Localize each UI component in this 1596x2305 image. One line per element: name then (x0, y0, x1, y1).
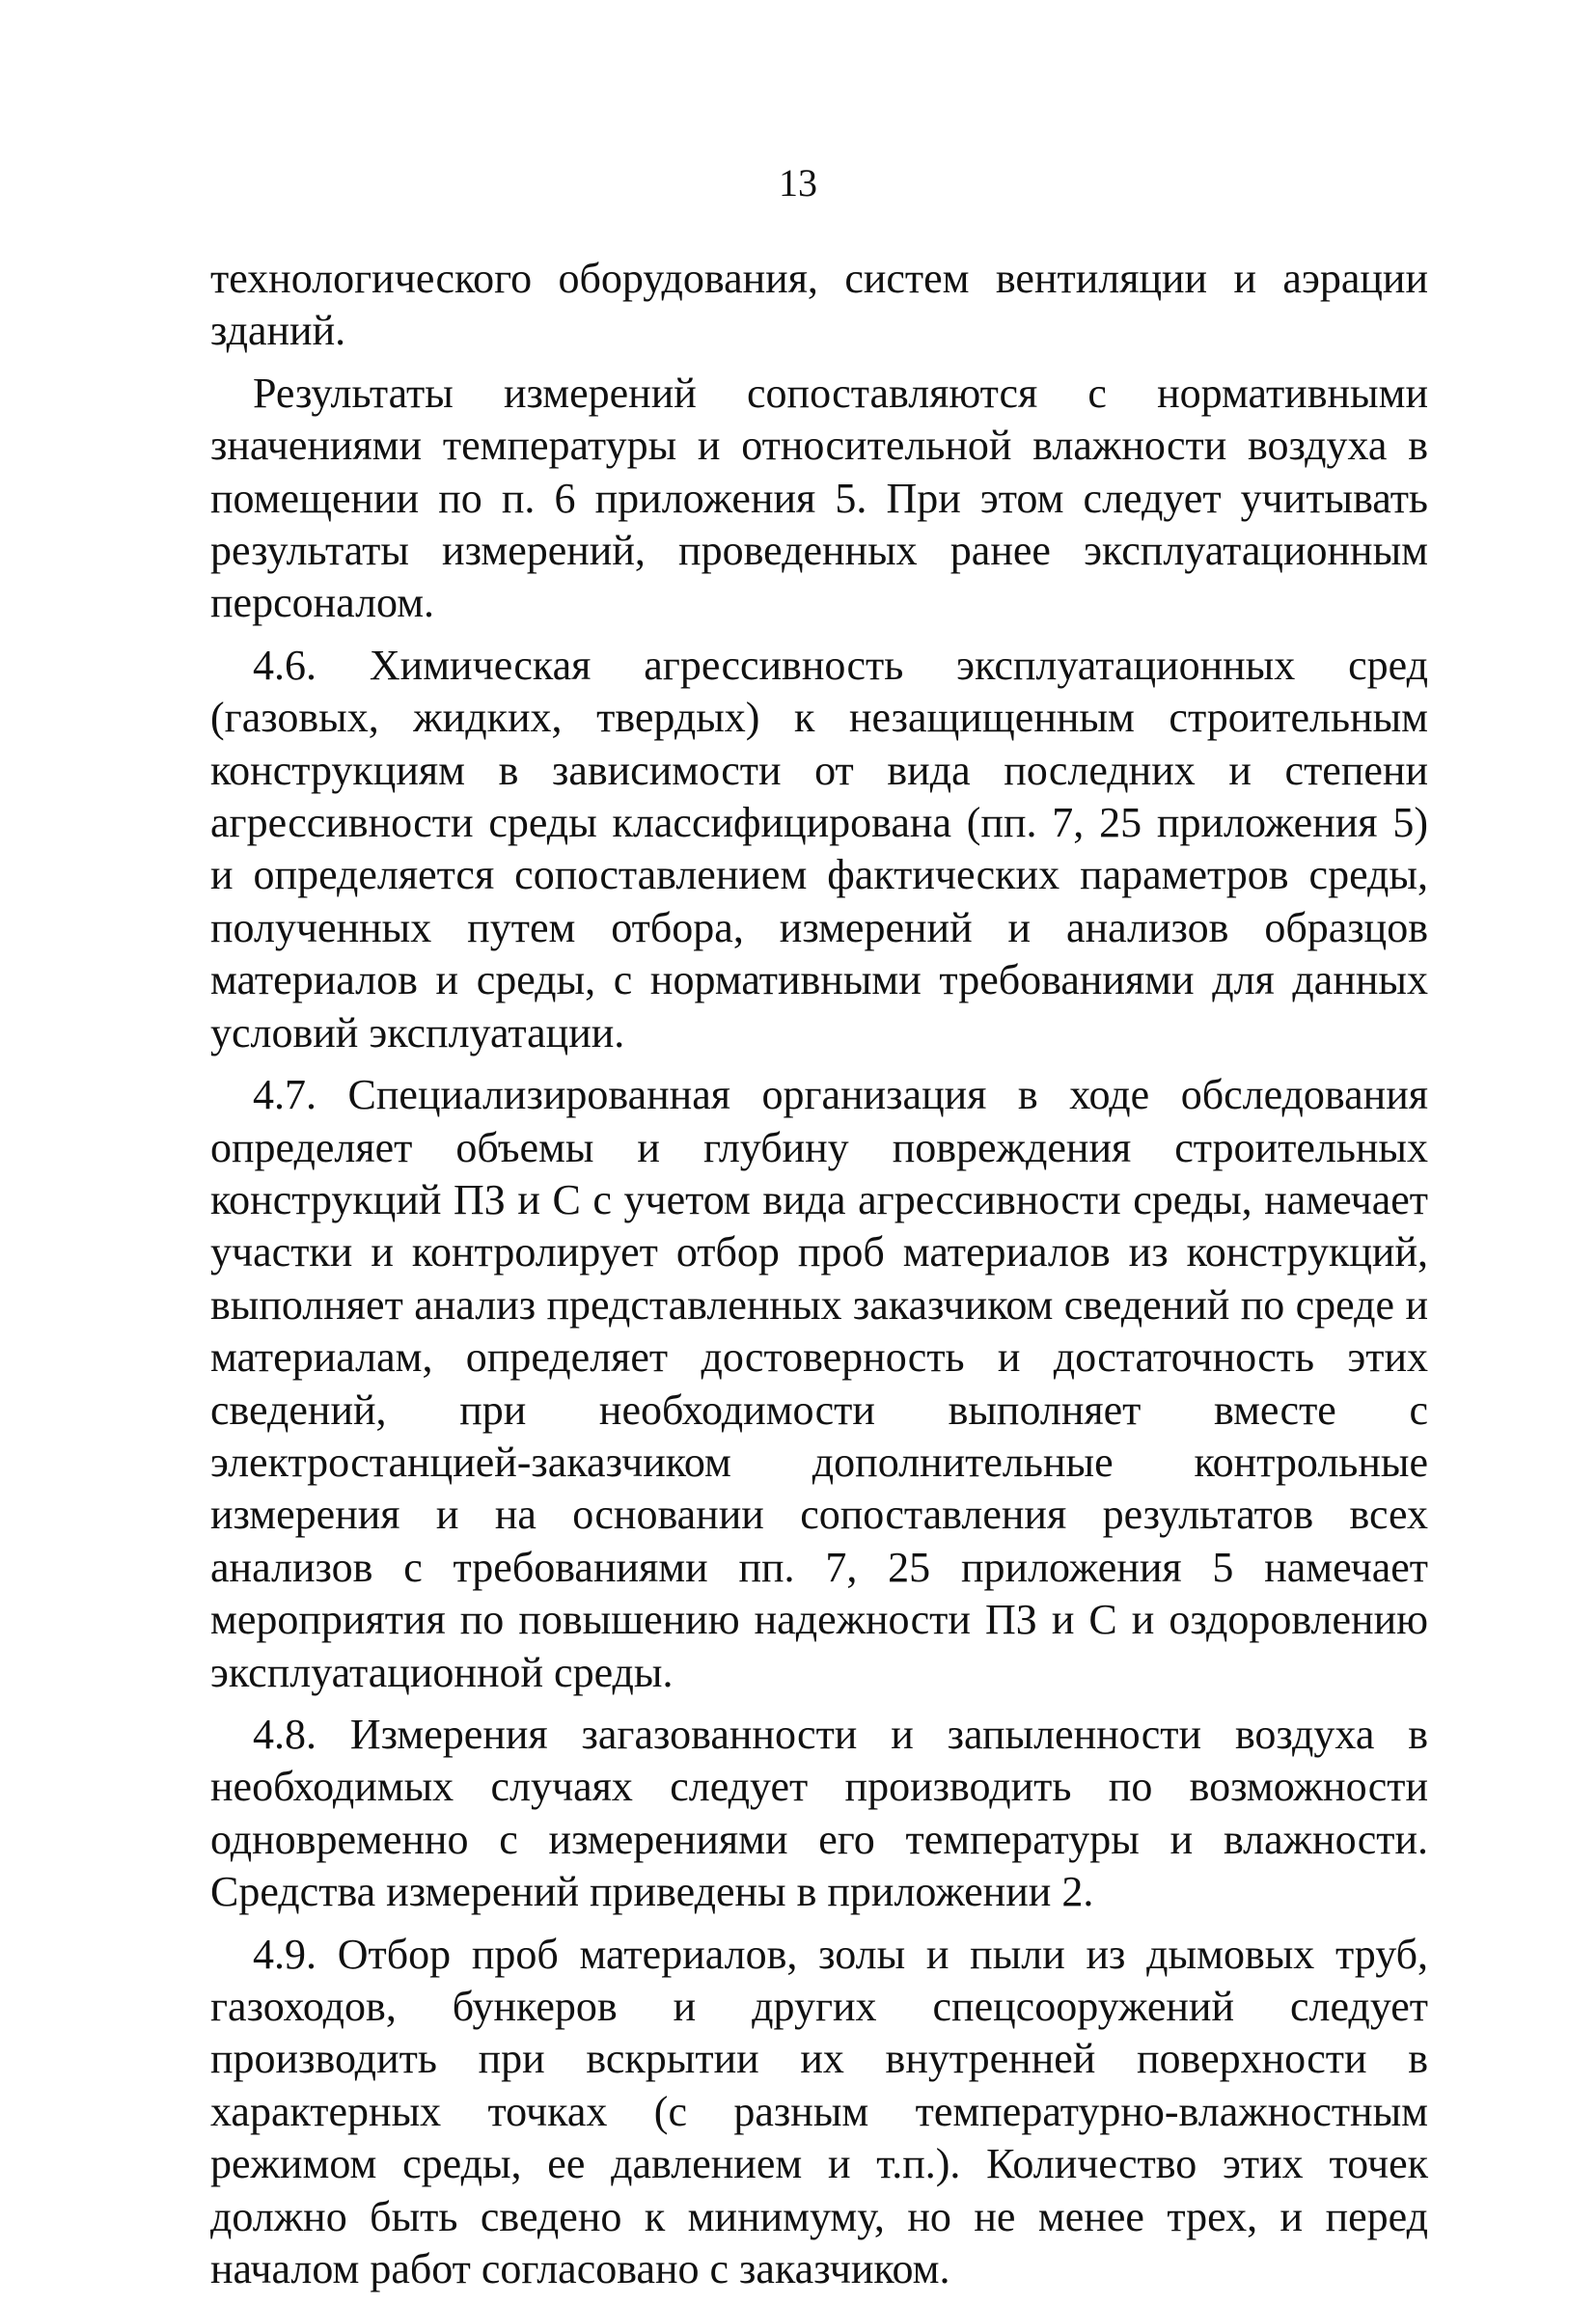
paragraph-4-9: 4.9. Отбор проб материалов, золы и пыли из дымовых труб, газоходов, бункеров и других спецсооружений следует производить при вскрытии их внутренней поверхности в характерных точках (с разным температурно-влажностным режимом среды, ее давлением и т.п.). Количество этих точек должно быть сведено к минимуму, но не менее трех, и перед началом работ согласовано с заказчиком. (210, 1930, 1428, 2293)
body-text (210, 253, 1428, 2305)
paragraph-continuation: технологического оборудования, систем вентиляции и аэрации зданий. (210, 255, 1428, 355)
paragraph-4-8: 4.8. Измерения загазованности и запыленности воздуха в необходимых случаях следует производить по возможности одновременно с измерениями его температуры и влажности. Средства измерений приведены в приложении 2. (210, 1710, 1428, 1916)
page-number: 13 (779, 161, 817, 205)
paragraph-4-7: 4.7. Специализированная организация в ходе обследования определяет объемы и глубину повреждения строительных конструкций ПЗ и С с учетом вида агрессивности среды, намечает участки и контролирует отбор проб материалов из конструкций, выполняет анализ представленных заказчиком сведений по среде и материалам, определяет достоверность и достаточность этих сведений, при необходимости выполняет вместе с электростанцией-заказчиком дополнительные контрольные измерения и на основании сопоставления результатов всех анализов с требованиями пп. 7, 25 приложения 5 намечает мероприятия по повышению надежности ПЗ и С и оздоровлению эксплуатационной среды. (210, 1071, 1428, 1696)
paragraph-results: Результаты измерений сопоставляются с нормативными значениями температуры и относительной влажности воздуха в помещении по п. 6 приложения 5. При этом следует учитывать результаты измерений, проведенных ранее эксплуатационным персоналом. (210, 369, 1428, 627)
paragraph-4-6: 4.6. Химическая агрессивность эксплуатационных сред (газовых, жидких, твердых) к незащищенным строительным конструкциям в зависимости от вида последних и степени агрессивности среды классифицирована (пп. 7, 25 приложения 5) и определяется сопоставлением фактических параметров среды, полученных путем отбора, измерений и анализов образцов материалов и среды, с нормативными требованиями для данных условий эксплуатации. (210, 641, 1428, 1056)
